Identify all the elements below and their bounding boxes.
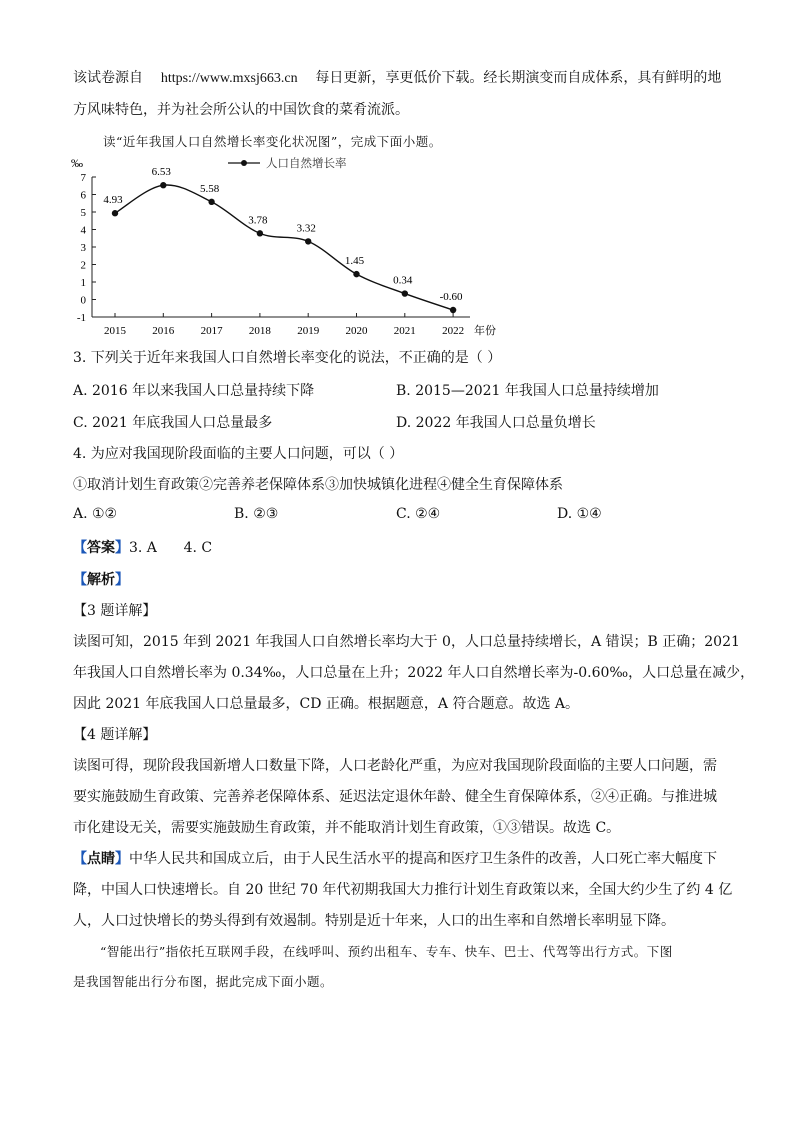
chart-caption: 读“近年我国人口自然增长率变化状况图”，完成下面小题。 (103, 134, 442, 149)
y-tick-label: 3 (80, 242, 86, 254)
data-label: 6.53 (151, 166, 171, 179)
detail4-label: 4 题详解 (87, 727, 143, 743)
data-point (257, 230, 263, 236)
data-label: 1.45 (344, 255, 365, 268)
x-tick-label: 2018 (248, 325, 271, 337)
data-point (402, 290, 408, 296)
analysis-heading: 【解析】 (73, 572, 129, 588)
x-tick-label: 2022 (442, 325, 465, 337)
note-text-1: 中华人民共和国成立后，由于人民生活水平的提高和医疗卫生条件的改善，人口死亡率大幅度下 (129, 851, 717, 867)
next-intro-line-1: “智能出行”指依托互联网手段，在线呼叫、预约出租车、专车、快车、巴士、代驾等出行方式。下图 (100, 944, 673, 959)
x-tick-label: 2021 (393, 325, 416, 337)
detail4-line-2: 要实施鼓励生育政策、完善养老保障体系、延迟法定退休年龄、健全生育保障体系，②④正确。与推进城 (73, 789, 717, 805)
x-tick-label: 2017 (200, 325, 223, 337)
data-label: 4.93 (103, 194, 123, 207)
q3-option-a: A. 2016 年以来我国人口总量持续下降 (73, 383, 315, 399)
y-tick-label: 0 (80, 294, 86, 307)
x-tick-label: 2020 (345, 325, 368, 337)
data-point (160, 182, 166, 188)
y-tick-label: 1 (80, 277, 86, 289)
data-point (450, 307, 456, 313)
x-tick-label: 2016 (152, 325, 175, 337)
q4-stem: 4. 为应对我国现阶段面临的主要人口问题，可以（ ） (73, 446, 404, 462)
q4-option-d: D. ①④ (557, 506, 602, 522)
series-line (115, 182, 453, 310)
data-label: 5.58 (199, 182, 220, 195)
answer-label: 答案 (87, 540, 115, 556)
intro-suffix: 每日更新，享更低价下载。经长期演变而自成体系，具有鲜明的地 (315, 70, 722, 86)
x-axis-label: 年份 (474, 325, 496, 337)
q3-stem: 3. 下列关于近年来我国人口自然增长率变化的说法，不正确的是（ ） (73, 350, 502, 366)
intro-line-1 (73, 67, 721, 87)
y-tick-label: 5 (80, 207, 86, 219)
q4-option-a: A. ①② (73, 506, 118, 522)
data-point (353, 271, 359, 277)
q3-option-d: D. 2022 年我国人口总量负增长 (396, 415, 596, 431)
data-point (305, 238, 311, 244)
y-tick-label: 7 (80, 172, 86, 184)
note-label: 点睛 (87, 851, 115, 867)
data-label: 3.78 (248, 214, 268, 227)
population-growth-chart (60, 150, 520, 340)
detail4-line-3: 市化建设无关，需要实施鼓励生育政策，并不能取消计划生育政策，①③错误。故选 C。 (73, 820, 621, 836)
y-tick-label: 2 (80, 259, 86, 272)
detail4-heading: 【4 题详解】 (73, 727, 157, 743)
analysis-label: 解析 (87, 572, 115, 588)
detail3-heading: 【3 题详解】 (73, 603, 157, 619)
detail4-line-1: 读图可得，现阶段我国新增人口数量下降，人口老龄化严重，为应对我国现阶段面临的主要人口问题，需 (73, 758, 717, 774)
q3-option-c: C. 2021 年底我国人口总量最多 (73, 415, 273, 431)
y-axis-unit-label: ‰ (71, 156, 83, 170)
legend-marker (241, 160, 247, 166)
x-tick-label: 2015 (104, 325, 126, 337)
answer-text: 3. A 4. C (129, 540, 213, 556)
data-label: 0.34 (393, 274, 413, 287)
detail3-label: 3 题详解 (87, 603, 143, 619)
note-line-1: 【点睛】中华人民共和国成立后，由于人民生活水平的提高和医疗卫生条件的改善，人口死亡率大幅度下 (73, 851, 717, 867)
y-tick-label: 6 (80, 189, 86, 202)
legend-label: 人口自然增长率 (266, 158, 347, 170)
detail3-line-2: 年我国人口自然增长率为 0.34‰，人口总量在上升；2022 年人口自然增长率为-0.60‰，人口总量在减少， (73, 665, 755, 681)
next-intro-line-2: 是我国智能出行分布图，据此完成下面小题。 (73, 974, 334, 989)
intro-line-2: 方风味特色，并为社会所公认的中国饮食的菜肴流派。 (73, 102, 409, 118)
y-tick-label: 4 (80, 224, 86, 237)
q4-items: ①取消计划生育政策②完善养老保障体系③加快城镇化进程④健全生育保障体系 (73, 477, 563, 493)
y-tick-label: -1 (76, 312, 86, 324)
q4-option-b: B. ②③ (234, 506, 279, 522)
answer-line: 【答案】3. A 4. C (73, 540, 213, 556)
intro-url[interactable]: https://www.mxsj663.cn (160, 71, 298, 86)
x-tick-label: 2019 (297, 325, 320, 337)
note-line-2: 降，中国人口快速增长。自 20 世纪 70 年代初期我国大力推行计划生育政策以来，全国大约少生了约 4 亿 (73, 882, 733, 898)
detail3-line-3: 因此 2021 年底我国人口总量最多，CD 正确。根据题意，A 符合题意。故选 A。 (73, 696, 580, 712)
note-line-3: 人，人口过快增长的势头得到有效遏制。特别是近十年来，人口的出生率和自然增长率明显下降。 (73, 913, 675, 929)
data-point (208, 199, 214, 205)
q4-option-c: C. ②④ (396, 506, 441, 522)
q3-option-b: B. 2015—2021 年我国人口总量持续增加 (396, 383, 659, 399)
data-point (112, 210, 118, 216)
intro-prefix: 该试卷源自 (73, 70, 143, 86)
data-label: 3.32 (296, 222, 316, 235)
data-label: -0.60 (439, 291, 463, 303)
detail3-line-1: 读图可知，2015 年到 2021 年我国人口自然增长率均大于 0，人口总量持续增长，A 错误；B 正确；2021 (73, 634, 740, 650)
